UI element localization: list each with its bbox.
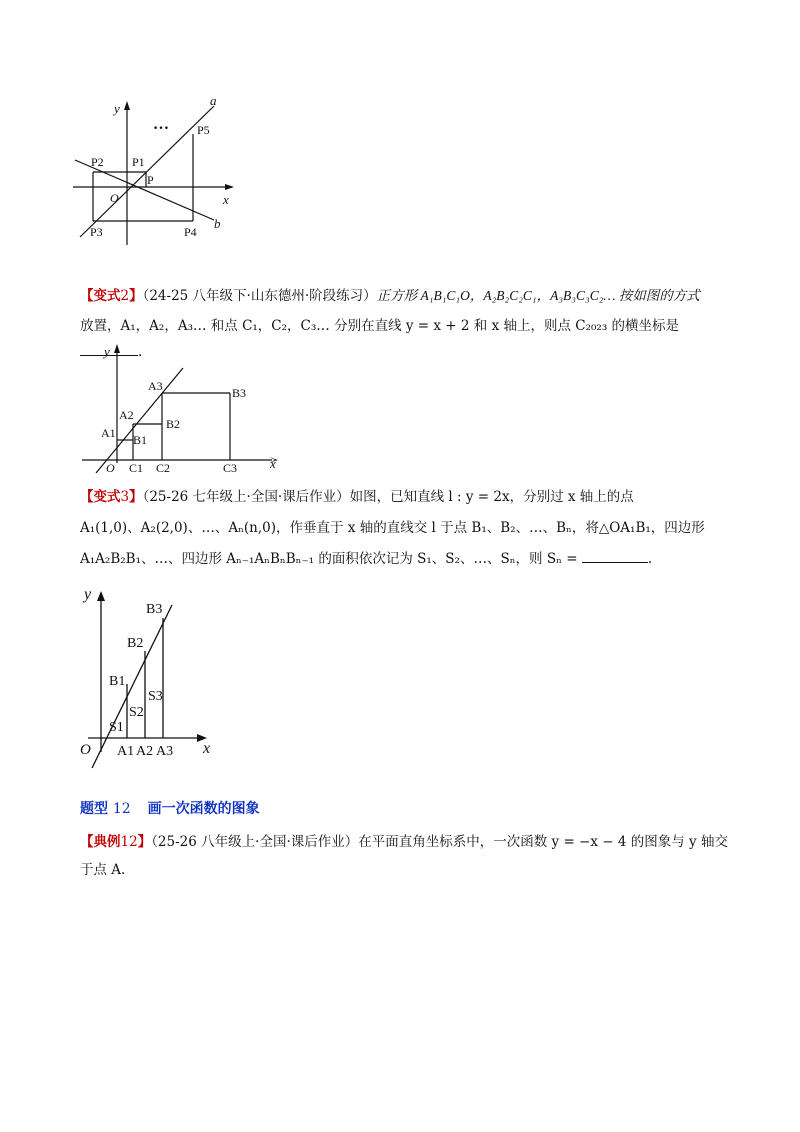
fig3-label-S3: S3 bbox=[148, 689, 163, 704]
problem-3-line-2 bbox=[80, 515, 730, 541]
fig1-label-b: b bbox=[214, 216, 221, 231]
figure-3-diagram bbox=[88, 591, 207, 768]
example-12 bbox=[80, 829, 730, 883]
fig2-label-y: y bbox=[104, 344, 110, 359]
fig3-label-O: O bbox=[80, 742, 91, 758]
example-12-text-2: 于点 A. bbox=[80, 862, 126, 878]
answer-blank-2[interactable] bbox=[80, 341, 138, 356]
fig2-label-B3: B3 bbox=[232, 386, 247, 400]
example-12-tag-close: 】 bbox=[137, 834, 152, 850]
problem-3 bbox=[80, 484, 730, 572]
answer-blank-3[interactable] bbox=[582, 548, 648, 563]
fig2-label-A2: A2 bbox=[119, 408, 134, 422]
problem-3-line-1 bbox=[80, 484, 730, 510]
problem-3-text-1: 如图，已知直线 l : y = 2x，分别过 x 轴上的点 bbox=[349, 489, 634, 505]
fig2-label-C1: C1 bbox=[129, 461, 144, 475]
fig3-label-B2: B2 bbox=[127, 636, 144, 651]
problem-2-number: 2 bbox=[120, 288, 130, 304]
problem-2-end: . bbox=[138, 344, 143, 360]
problem-3-tag-close: 】 bbox=[129, 489, 143, 505]
problem-2 bbox=[80, 283, 730, 365]
problem-3-number: 3 bbox=[120, 489, 130, 505]
fig2-label-B2: B2 bbox=[166, 417, 181, 431]
example-12-source: （25-26 八年级上·全国·课后作业） bbox=[151, 834, 359, 850]
problem-2-text-2: 放置，A₁，A₂，A₃… 和点 C₁，C₂，C₃… 分别在直线 y = x + 2 和 x 轴上，则点 C₂₀₂₃ 的横坐标是 bbox=[80, 318, 680, 334]
problem-2-line-2 bbox=[80, 313, 730, 365]
fig1-label-P2: P2 bbox=[91, 155, 104, 169]
fig2-label-C3: C3 bbox=[223, 461, 238, 475]
fig1-label-y: y bbox=[114, 101, 120, 116]
fig1-label-P5: P5 bbox=[197, 123, 210, 137]
fig2-label-B1: B1 bbox=[133, 433, 148, 447]
fig3-label-S2: S2 bbox=[129, 705, 144, 720]
section-label: 题型 bbox=[80, 801, 108, 817]
problem-3-text-2: A₁(1,0)、A₂(2,0)、…、Aₙ(n,0)，作垂直于 x 轴的直线交 l 于点 B₁、B₂、…、Bₙ，将△OA₁B₁，四边形 bbox=[80, 520, 705, 536]
example-12-number: 12 bbox=[120, 834, 138, 850]
problem-2-source: （24-25 八年级下·山东德州·阶段练习） bbox=[142, 288, 377, 304]
fig2-label-x: x bbox=[270, 456, 276, 471]
section-number: 12 bbox=[112, 801, 131, 817]
problem-2-text-1: 正方形 A₁B₁C₁O，A₂B₂C₂C₁，A₃B₃C₃C₂… 按如图的方式 bbox=[376, 288, 700, 303]
problem-3-text-3: A₁A₂B₂B₁、…、四边形 Aₙ₋₁AₙBₙBₙ₋₁ 的面积依次记为 S₁、S₂、…、Sₙ，则 Sₙ = bbox=[80, 551, 578, 567]
fig3-label-B1: B1 bbox=[109, 674, 126, 689]
example-12-tag: 【典例 bbox=[80, 834, 121, 850]
fig3-label-A1: A1 bbox=[117, 744, 135, 759]
fig3-label-B3: B3 bbox=[146, 602, 163, 617]
example-12-line-1 bbox=[80, 829, 730, 855]
problem-3-line-3 bbox=[80, 546, 730, 572]
section-title: 画一次函数的图象 bbox=[147, 801, 260, 817]
fig3-label-A3: A3 bbox=[156, 744, 174, 759]
fig2-label-C2: C2 bbox=[156, 461, 171, 475]
problem-2-tag-close: 】 bbox=[129, 288, 143, 304]
fig2-label-A1: A1 bbox=[101, 426, 116, 440]
problem-3-source: （25-26 七年级上·全国·课后作业） bbox=[142, 489, 350, 505]
fig1-label-P3: P3 bbox=[90, 225, 103, 239]
fig1-label-P: P bbox=[147, 173, 154, 187]
fig3-label-A2: A2 bbox=[136, 744, 154, 759]
fig3-label-y: y bbox=[84, 586, 92, 603]
fig2-label-A3: A3 bbox=[148, 379, 163, 393]
section-heading bbox=[80, 798, 260, 818]
problem-2-tag: 【变式 bbox=[80, 288, 121, 304]
problem-3-tag: 【变式 bbox=[80, 489, 121, 505]
fig1-label-P4: P4 bbox=[184, 225, 197, 239]
fig3-label-x: x bbox=[203, 740, 211, 757]
fig2-label-O: O bbox=[106, 461, 115, 475]
example-12-line-2 bbox=[80, 857, 730, 883]
fig1-label-a: a bbox=[210, 93, 217, 108]
fig1-label-P1: P1 bbox=[132, 155, 145, 169]
problem-3-end: . bbox=[647, 551, 653, 567]
fig1-label-x: x bbox=[223, 192, 229, 207]
fig1-label-O: O bbox=[110, 191, 119, 205]
fig1-label-dots: … bbox=[153, 116, 169, 133]
fig3-label-S1: S1 bbox=[109, 720, 124, 735]
example-12-text-1: 在平面直角坐标系中，一次函数 y = −x − 4 的图象与 y 轴交 bbox=[358, 834, 728, 850]
problem-2-line-1 bbox=[80, 283, 730, 309]
